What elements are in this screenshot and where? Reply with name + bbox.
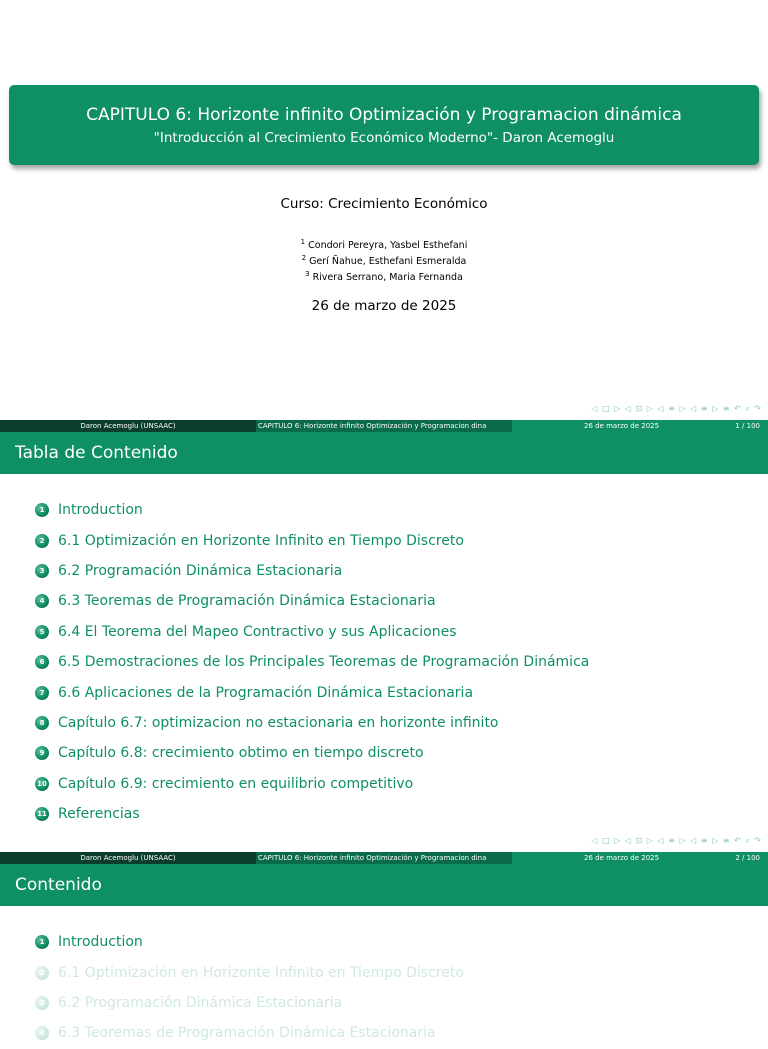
toc-item[interactable] xyxy=(35,586,589,616)
footer-date: 26 de marzo de 2025 xyxy=(584,854,660,862)
toc-list xyxy=(35,927,464,1049)
section-number-ball: 2 xyxy=(35,534,49,548)
toc-item[interactable] xyxy=(35,799,589,829)
toc-item-label: Introduction xyxy=(58,934,143,951)
toc-item[interactable] xyxy=(35,647,589,677)
footer-page-number: 1 / 100 xyxy=(735,422,760,430)
toc-item-label: Introduction xyxy=(58,502,143,519)
author-name: Rivera Serrano, Maria Fernanda xyxy=(312,272,463,283)
toc-item[interactable] xyxy=(35,495,589,525)
section-number-ball: 9 xyxy=(35,746,49,760)
toc-item[interactable] xyxy=(35,677,589,707)
toc-item-label: Capítulo 6.8: crecimiento obtimo en tiempo discreto xyxy=(58,745,424,762)
section-number-ball: 3 xyxy=(35,564,49,578)
footer-author: Daron Acemoglu (UNSAAC) xyxy=(0,420,256,432)
toc-item-current[interactable] xyxy=(35,927,464,957)
toc-list xyxy=(35,495,589,829)
section-number-ball: 2 xyxy=(35,966,49,980)
slide-title-page xyxy=(0,0,768,432)
presentation-title: CAPITULO 6: Horizonte infinito Optimización y Programacion dinámica xyxy=(86,105,682,125)
beamer-navigation-icons[interactable]: ◁ □ ▷ ◁ ⊡ ▷ ◁ ≡ ▷ ◁ ≡ ▷ ≡ ↶ ⌕ ↷ xyxy=(591,404,762,413)
section-number-ball: 5 xyxy=(35,625,49,639)
toc-item[interactable] xyxy=(35,738,589,768)
footer-author: Daron Acemoglu (UNSAAC) xyxy=(0,852,256,864)
footer-title: CAPITULO 6: Horizonte infinito Optimización y Programacion dina xyxy=(256,852,512,864)
toc-item-label: 6.6 Aplicaciones de la Programación Dinámica Estacionaria xyxy=(58,684,474,701)
author-list xyxy=(0,236,768,284)
footer-title: CAPITULO 6: Horizonte infinito Optimización y Programacion dina xyxy=(256,420,512,432)
footer-bar xyxy=(0,420,768,432)
toc-item-label: Capítulo 6.7: optimizacion no estacionaria en horizonte infinito xyxy=(58,714,499,731)
author-index: 1 xyxy=(300,238,306,246)
footer-bar xyxy=(0,852,768,864)
course-name: Curso: Crecimiento Económico xyxy=(280,196,488,212)
section-number-ball: 1 xyxy=(35,503,49,517)
author-entry xyxy=(0,252,768,268)
section-number-ball: 6 xyxy=(35,655,49,669)
author-entry xyxy=(0,268,768,284)
title-box xyxy=(9,85,759,165)
footer-info xyxy=(512,852,768,864)
toc-item-label: Capítulo 6.9: crecimiento en equilibrio competitivo xyxy=(58,775,414,792)
toc-item[interactable] xyxy=(35,988,464,1018)
author-index: 2 xyxy=(301,254,307,262)
toc-item[interactable] xyxy=(35,957,464,987)
frame-title: Contenido xyxy=(0,864,768,906)
section-number-ball: 10 xyxy=(35,777,49,791)
section-number-ball: 4 xyxy=(35,594,49,608)
toc-item[interactable] xyxy=(35,525,589,555)
toc-item-label: 6.3 Teoremas de Programación Dinámica Estacionaria xyxy=(58,593,436,610)
footer-info xyxy=(512,420,768,432)
author-name: Gerí Ñahue, Esthefani Esmeralda xyxy=(309,256,467,267)
toc-item-label: 6.2 Programación Dinámica Estacionaria xyxy=(58,994,343,1011)
section-number-ball: 1 xyxy=(35,935,49,949)
footer-date: 26 de marzo de 2025 xyxy=(584,422,660,430)
toc-item[interactable] xyxy=(35,556,589,586)
section-number-ball: 7 xyxy=(35,686,49,700)
toc-item-label: 6.1 Optimización en Horizonte Infinito en Tiempo Discreto xyxy=(58,964,464,981)
toc-item-label: 6.2 Programación Dinámica Estacionaria xyxy=(58,562,343,579)
toc-item-label: 6.1 Optimización en Horizonte Infinito en Tiempo Discreto xyxy=(58,532,464,549)
author-index: 3 xyxy=(305,270,310,278)
section-number-ball: 4 xyxy=(35,1026,49,1040)
slide-table-of-contents xyxy=(0,432,768,864)
section-number-ball: 11 xyxy=(35,807,49,821)
toc-item-label: Referencias xyxy=(58,806,140,823)
toc-item-label: 6.3 Teoremas de Programación Dinámica Estacionaria xyxy=(58,1025,436,1042)
footer-page-number: 2 / 100 xyxy=(735,854,760,862)
slide-contents xyxy=(0,864,768,1042)
toc-item[interactable] xyxy=(35,708,589,738)
toc-item[interactable] xyxy=(35,1018,464,1048)
author-name: Condori Pereyra, Yasbel Esthefani xyxy=(308,240,468,251)
section-number-ball: 3 xyxy=(35,996,49,1010)
toc-item[interactable] xyxy=(35,617,589,647)
frame-title: Tabla de Contenido xyxy=(0,432,768,474)
toc-item-label: 6.5 Demostraciones de los Principales Teoremas de Programación Dinámica xyxy=(58,654,590,671)
section-number-ball: 8 xyxy=(35,716,49,730)
presentation-subtitle: "Introducción al Crecimiento Económico Moderno"- Daron Acemoglu xyxy=(153,130,615,146)
beamer-navigation-icons[interactable]: ◁ □ ▷ ◁ ⊡ ▷ ◁ ≡ ▷ ◁ ≡ ▷ ≡ ↶ ⌕ ↷ xyxy=(591,836,762,845)
presentation-date: 26 de marzo de 2025 xyxy=(311,298,457,314)
toc-item-label: 6.4 El Teorema del Mapeo Contractivo y sus Aplicaciones xyxy=(58,623,457,640)
toc-item[interactable] xyxy=(35,769,589,799)
author-entry xyxy=(0,236,768,252)
